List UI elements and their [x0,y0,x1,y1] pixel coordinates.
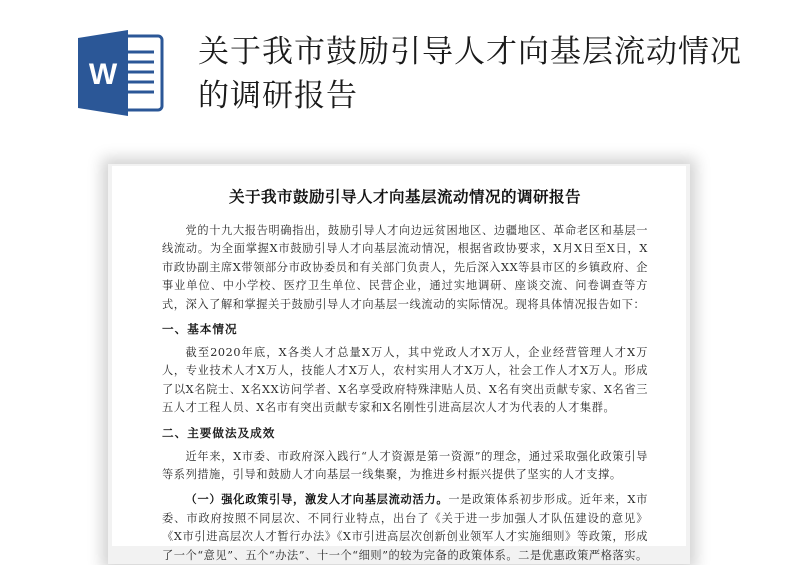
word-icon-letter: W [88,58,118,91]
section-heading-measures: 二、主要做法及成效 [162,425,276,440]
word-icon [76,26,164,120]
section-heading-basic: 一、基本情况 [162,322,238,337]
document-title: 关于我市鼓励引导人才向基层流动情况的调研报告 [228,187,581,206]
document-intro-paragraph: 党的十九大报告明确指出，鼓励引导人才向边远贫困地区、边疆地区、革命老区和基层一线流动。为全面掌握X市鼓励引导人才向基层流动情况，根据省政协要求，X月X日至X日，X市政协副主席X带领部分市政协委员和有关部门负责人，先后深入XX等县市区的乡镇政府、企事业单位、中小学校、医疗卫生单位、民营企业，通过实地调研、座谈交流、问卷调查等方式，深入了解和掌握关于鼓励引导人才向基层一线流动的实际情况。现将具体情况报告如下： [162,224,648,311]
item-policy-lead: （一）强化政策引导，激发人才向基层流动活力。 [185,492,449,507]
page-title: 关于我市鼓励引导人才向基层流动情况的调研报告 [198,34,742,114]
item-policy-body: 一是政策体系初步形成。近年来，X市委、市政府按照不同层次、不同行业特点，出台了《关于进一步加强人才队伍建设的意见》《X市引进高层次人才暂行办法》《X市引进高层次创新创业领军人才实施细则》等政策，形成了一个“意见”、五个“办法”、十一个“细则”的较为完备的政策体系。二是优惠政策严格落实。 [162,493,648,562]
section-basic-paragraph: 截至2020年底，X各类人才总量X万人，其中党政人才X万人，企业经营管理人才X万人，专业技术人才X万人，技能人才X万人，农村实用人才X万人，社会工作人才X万人。形成了以X名院士、X名XX访问学者、X名享受政府特殊津贴人员、X名有突出贡献专家、X名省三五人才工程人员、X名市有突出贡献专家和X名刚性引进高层次人才为代表的人才集群。 [162,346,648,415]
section-measures-paragraph: 近年来，X市委、市政府深入践行“人才资源是第一资源”的理念，通过采取强化政策引导等系列措施，引导和鼓励人才向基层一线集聚，为推进乡村振兴提供了坚实的人才支撑。 [162,449,648,482]
document-preview [112,166,686,562]
item-policy-paragraph [162,490,648,565]
